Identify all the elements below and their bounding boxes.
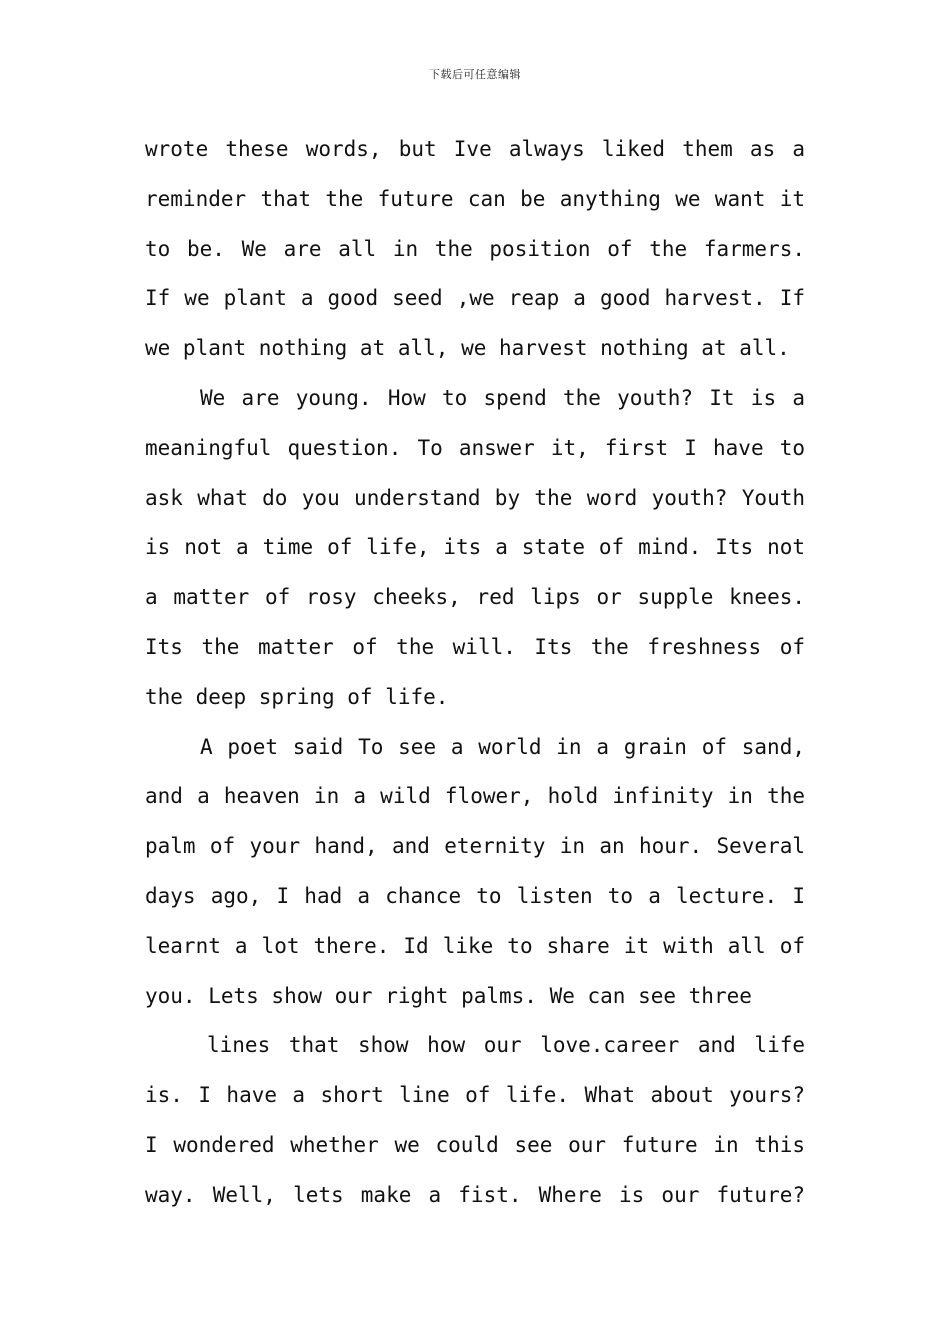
text-line: days ago, I had a chance to listen to a lecture. I (145, 883, 805, 908)
text-line: is. I have a short line of life. What about yours? (145, 1083, 805, 1108)
page-header-note: 下载后可任意编辑 (429, 68, 521, 81)
text-line: you. Lets show our right palms. We can see three (145, 983, 752, 1008)
text-line: and a heaven in a wild flower, hold infinity in the (145, 784, 805, 809)
text-line: way. Well, lets make a fist. Where is our future? (145, 1182, 805, 1207)
text-line: is not a time of life, its a state of mind. Its not (145, 535, 805, 560)
text-line: Its the matter of the will. Its the freshness of (145, 634, 805, 659)
text-line: a matter of rosy cheeks, red lips or supple knees. (145, 585, 805, 610)
text-line: to be. We are all in the position of the farmers. (145, 236, 805, 261)
text-line: palm of your hand, and eternity in an hour. Several (145, 834, 805, 859)
text-line: wrote these words, but Ive always liked them as a (145, 137, 805, 161)
text-line: meaningful question. To answer it, first I have to (145, 435, 805, 460)
text-line: learnt a lot there. Id like to share it with all of (145, 933, 805, 958)
text-line: I wondered whether we could see our future in this (145, 1132, 805, 1157)
text-line: ask what do you understand by the word youth? Youth (145, 485, 805, 510)
text-line: we plant nothing at all, we harvest nothing at all. (145, 336, 790, 361)
text-line: the deep spring of life. (145, 684, 449, 709)
text-line: reminder that the future can be anything we want it (145, 186, 805, 211)
text-line: We are young. How to spend the youth? It is a (200, 385, 805, 410)
text-line: lines that show how our love.career and life (207, 1033, 805, 1058)
text-line: If we plant a good seed ,we reap a good harvest. If (145, 286, 805, 311)
text-line: A poet said To see a world in a grain of sand, (200, 734, 805, 759)
document-body (145, 125, 805, 1221)
